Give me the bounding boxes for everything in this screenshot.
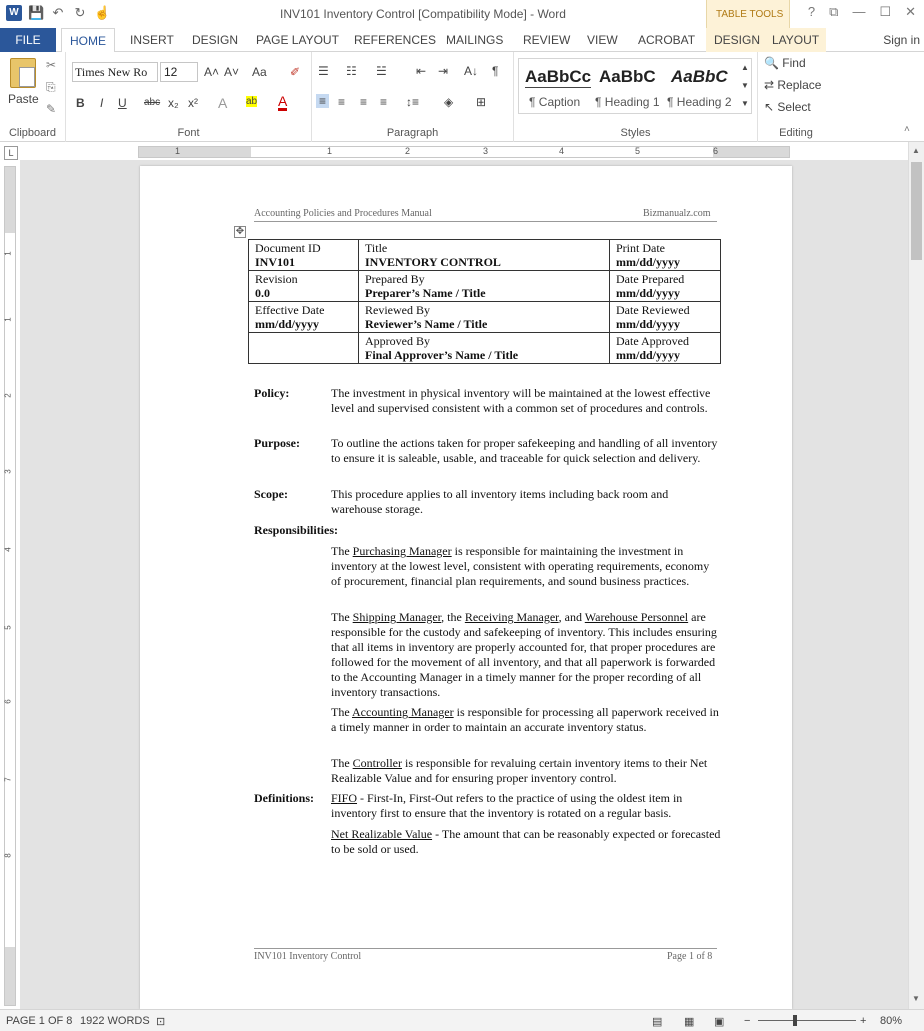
save-icon[interactable]: 💾: [28, 5, 45, 20]
tab-insert[interactable]: INSERT: [130, 33, 174, 47]
cell-label: Date Prepared: [616, 272, 685, 286]
cell-value: 0.0: [255, 286, 270, 300]
table-cell[interactable]: [359, 271, 610, 302]
find-button[interactable]: 🔍 Find: [764, 56, 806, 70]
align-center-button[interactable]: ≡: [338, 95, 346, 109]
redo-icon[interactable]: ↻: [74, 5, 86, 20]
table-cell[interactable]: [359, 302, 610, 333]
text-run: is responsible for revaluing certain inventory items to their Net Realizable Value and for ensuring proper inventory control.: [331, 756, 708, 785]
ruler-number: 7: [3, 777, 13, 782]
vertical-ruler[interactable]: [4, 166, 16, 1006]
ruler-number: 2: [3, 393, 13, 398]
decrease-indent-icon[interactable]: ⇤: [416, 64, 427, 78]
tab-table-design[interactable]: DESIGN: [706, 28, 766, 52]
policy-label: Policy:: [254, 386, 290, 400]
table-cell[interactable]: [249, 302, 359, 333]
replace-button[interactable]: ⇄ Replace: [764, 78, 822, 92]
scope-text[interactable]: This procedure applies to all inventory items including back room and warehouse storage.: [331, 487, 669, 516]
cell-label: Reviewed By: [365, 303, 430, 317]
numbering-icon[interactable]: ☷: [346, 64, 357, 78]
sort-icon[interactable]: A↓: [464, 64, 479, 78]
shrink-font-icon[interactable]: A˅: [224, 65, 240, 79]
header-divider: [254, 221, 717, 222]
undo-icon[interactable]: ↶: [52, 5, 64, 20]
definition-paragraph[interactable]: [331, 827, 721, 857]
italic-button[interactable]: I: [100, 96, 104, 110]
definitions-label: Definitions:: [254, 791, 314, 805]
sign-in-link[interactable]: Sign in: [883, 33, 920, 47]
ruler-number: 1: [175, 146, 181, 156]
paste-button[interactable]: Paste: [8, 92, 39, 106]
zoom-slider-thumb[interactable]: [793, 1015, 797, 1026]
document-info-table: [248, 239, 721, 364]
paragraph-group: [312, 52, 514, 142]
table-tools-header: [706, 0, 790, 28]
cell-value: INV101: [255, 255, 296, 269]
print-layout-icon[interactable]: ▦: [684, 1016, 695, 1028]
scrollbar-thumb[interactable]: [911, 162, 922, 260]
touch-mode-icon[interactable]: ☝: [94, 5, 111, 20]
responsibility-paragraph[interactable]: [331, 544, 721, 589]
table-cell[interactable]: [610, 333, 721, 364]
table-cell[interactable]: [359, 333, 610, 364]
table-cell[interactable]: [249, 271, 359, 302]
ruler-left-margin: [139, 147, 251, 157]
cell-label: Date Reviewed: [616, 303, 690, 317]
ruler-number: 8: [3, 853, 13, 858]
maximize-icon[interactable]: ☐: [879, 4, 892, 19]
cell-label: Effective Date: [255, 303, 325, 317]
zoom-level[interactable]: 80%: [880, 1015, 903, 1027]
table-row: [249, 271, 721, 302]
table-cell[interactable]: [610, 271, 721, 302]
cell-label: Document ID: [255, 241, 321, 255]
styles-scroll-down-icon[interactable]: ▼: [741, 81, 749, 90]
style-heading1-sample[interactable]: AaBbC: [599, 67, 656, 86]
cell-label: Prepared By: [365, 272, 425, 286]
styles-group: [514, 52, 758, 142]
text-run: are responsible for the custody and safekeeping of inventory. This includes ensuring that all items in inventory are properly accounted for, that proper procedures are followed for the movement of all inventory, and that all paperwork is forwarded to the Accounting Manager in a timely manner for the proper recording of all inventory transactions.: [331, 610, 717, 699]
ruler-number: 4: [3, 547, 13, 552]
definition-term: Net Realizable Value: [331, 827, 433, 841]
text-run: The: [331, 610, 353, 624]
role-link: Controller: [352, 756, 402, 770]
ruler-number: 1: [3, 317, 13, 322]
replace-label: Replace: [777, 78, 822, 92]
ruler-number: 1: [327, 146, 333, 156]
role-link: Purchasing Manager: [352, 544, 452, 558]
quick-access-toolbar: [6, 5, 110, 21]
tab-references[interactable]: REFERENCES: [354, 33, 437, 47]
text-run: The: [331, 544, 353, 558]
zoom-in-button[interactable]: +: [860, 1015, 867, 1027]
align-right-button[interactable]: ≡: [360, 95, 368, 109]
style-heading2-name[interactable]: ¶ Heading 2: [667, 95, 732, 109]
font-name-box[interactable]: Times New Ro: [72, 62, 158, 82]
page-footer-left: INV101 Inventory Control: [254, 951, 362, 962]
page-footer-right: Page 1 of 8: [667, 951, 713, 962]
tab-selector[interactable]: L: [4, 146, 18, 160]
bold-button[interactable]: B: [76, 96, 85, 110]
ruler-number: 4: [559, 146, 565, 156]
web-layout-icon[interactable]: ▣: [714, 1016, 725, 1028]
font-group-label: Font: [177, 127, 200, 139]
styles-gallery: [518, 58, 752, 114]
cell-label: Date Approved: [616, 334, 689, 348]
table-row: [249, 333, 721, 364]
ruler-number: 1: [3, 251, 13, 256]
line-spacing-icon[interactable]: ↕≡: [406, 95, 420, 109]
shading-icon[interactable]: ◈: [444, 95, 454, 109]
text-run: , and: [558, 610, 585, 624]
scope-label: Scope:: [254, 487, 288, 501]
page-header-right: Bizmanualz.com: [643, 208, 711, 219]
align-left-button[interactable]: ≡: [316, 94, 329, 108]
role-link: Accounting Manager: [352, 705, 454, 719]
style-caption-sample[interactable]: AaBbCc: [525, 67, 592, 86]
grow-font-icon[interactable]: A˄: [204, 65, 220, 79]
cell-value: mm/dd/yyyy: [616, 348, 681, 362]
tab-mailings[interactable]: MAILINGS: [446, 33, 504, 47]
page-header-left: Accounting Policies and Procedures Manual: [254, 208, 432, 219]
tab-design[interactable]: DESIGN: [192, 33, 239, 47]
font-size-box[interactable]: 12: [160, 62, 198, 82]
table-cell[interactable]: [249, 240, 359, 271]
paste-icon[interactable]: [10, 58, 36, 88]
role-link: Shipping Manager: [352, 610, 442, 624]
tab-home[interactable]: HOME: [61, 28, 115, 53]
definition-term: FIFO: [331, 791, 358, 805]
ruler-right-margin: [713, 147, 789, 157]
ruler-number: 2: [405, 146, 411, 156]
tab-review[interactable]: REVIEW: [523, 33, 571, 47]
status-bar: [0, 1009, 924, 1031]
scroll-up-icon[interactable]: ▲: [912, 146, 920, 155]
cell-value: mm/dd/yyyy: [616, 317, 681, 331]
zoom-slider[interactable]: [758, 1020, 856, 1021]
borders-icon[interactable]: ⊞: [476, 95, 487, 109]
zoom-out-button[interactable]: −: [744, 1015, 751, 1027]
justify-button[interactable]: ≡: [380, 95, 388, 109]
role-link: Receiving Manager: [464, 610, 559, 624]
ruler-number: 6: [3, 699, 13, 704]
table-cell[interactable]: [610, 302, 721, 333]
ruler-number: 3: [3, 469, 13, 474]
text-run: The: [331, 705, 352, 719]
collapse-ribbon-icon[interactable]: ˄: [904, 124, 910, 135]
select-button[interactable]: ↖ Select: [764, 100, 811, 114]
tab-view[interactable]: VIEW: [587, 33, 618, 47]
footer-divider: [254, 948, 717, 949]
copy-icon[interactable]: ⎘: [46, 80, 56, 94]
close-icon[interactable]: ✕: [905, 4, 916, 19]
styles-scroll-up-icon[interactable]: ▲: [741, 63, 749, 72]
font-group: [66, 52, 312, 142]
vertical-scrollbar[interactable]: [908, 142, 924, 1009]
table-row: [249, 240, 721, 271]
underline-button[interactable]: U: [118, 96, 127, 110]
text-run: - The amount that can be reasonably expected or forecasted to be sold or used.: [331, 827, 721, 856]
help-icon[interactable]: ?: [807, 4, 816, 19]
policy-text[interactable]: The investment in physical inventory will be maintained at the lowest effective level and supervised consistent with a common set of procedures and controls.: [331, 386, 711, 415]
show-formatting-icon[interactable]: ¶: [492, 64, 499, 78]
styles-group-label: Styles: [620, 127, 651, 139]
strikethrough-button[interactable]: abc: [144, 97, 161, 108]
scroll-down-icon[interactable]: ▼: [912, 994, 920, 1003]
proofing-icon[interactable]: ⊡: [156, 1016, 166, 1028]
cell-value: Reviewer’s Name / Title: [365, 317, 488, 331]
responsibility-paragraph[interactable]: [331, 610, 721, 700]
table-cell[interactable]: [610, 240, 721, 271]
text-run: , the: [441, 610, 465, 624]
title-bar: [0, 0, 924, 28]
cell-value: mm/dd/yyyy: [616, 286, 681, 300]
table-cell[interactable]: [249, 333, 359, 364]
read-mode-icon[interactable]: ▤: [652, 1016, 663, 1028]
tab-acrobat[interactable]: ACROBAT: [638, 33, 696, 47]
clipboard-label: Clipboard: [8, 127, 57, 139]
paragraph-group-label: Paragraph: [386, 127, 439, 139]
cell-value: mm/dd/yyyy: [255, 317, 320, 331]
ruler-number: 6: [713, 146, 719, 156]
responsibilities-label: Responsibilities:: [254, 523, 339, 537]
cell-value: Preparer’s Name / Title: [365, 286, 486, 300]
styles-more-icon[interactable]: ▼: [741, 99, 749, 108]
increase-indent-icon[interactable]: ⇥: [438, 64, 449, 78]
text-run: is responsible for maintaining the investment in inventory at the lowest level, consistent with operating requirements, economy of procurement, financial plan requirements, and sound business practices.: [331, 544, 710, 588]
cut-icon[interactable]: ✂: [46, 58, 57, 72]
clipboard-group: [0, 52, 66, 142]
text-run: - First-In, First-Out refers to the practice of using the oldest item in inventory first to ensure that the inventory is rotated on a regular basis.: [331, 791, 683, 820]
role-link: Warehouse Personnel: [584, 610, 689, 624]
clear-formatting-icon[interactable]: ✐: [290, 65, 301, 79]
cell-label: Title: [365, 241, 388, 255]
cell-label: Approved By: [365, 334, 430, 348]
multilevel-list-icon[interactable]: ☱: [376, 64, 387, 78]
style-heading2-sample[interactable]: AaBbC: [671, 67, 728, 86]
purpose-text[interactable]: To outline the actions taken for proper safekeeping and handling of all inventory to ensure it is saleable, usable, and traceable for quick selection and delivery.: [331, 436, 718, 465]
editing-group-label: Editing: [779, 127, 813, 139]
responsibility-paragraph[interactable]: [331, 756, 721, 786]
editing-group: [758, 52, 834, 142]
text-run: The: [331, 756, 353, 770]
style-caption-name[interactable]: ¶ Caption: [529, 95, 581, 109]
ruler-top-margin: [5, 167, 15, 233]
purpose-label: Purpose:: [254, 436, 300, 450]
find-label: Find: [782, 56, 806, 70]
ruler-number: 5: [635, 146, 641, 156]
tab-table-layout[interactable]: LAYOUT: [766, 28, 826, 52]
subscript-button[interactable]: x₂: [168, 96, 179, 110]
tab-file[interactable]: FILE: [0, 28, 56, 52]
superscript-button[interactable]: x²: [188, 96, 198, 110]
style-heading1-name[interactable]: ¶ Heading 1: [595, 95, 660, 109]
ribbon: [0, 52, 924, 142]
cell-label: Revision: [255, 272, 298, 286]
highlight-icon[interactable]: ab: [246, 96, 258, 107]
table-row: [249, 302, 721, 333]
word-logo-icon[interactable]: W: [6, 5, 22, 21]
ruler-number: 5: [3, 625, 13, 630]
tab-page-layout[interactable]: PAGE LAYOUT: [256, 33, 339, 47]
font-color-icon[interactable]: A: [278, 93, 288, 109]
horizontal-ruler[interactable]: [138, 146, 790, 158]
minimize-icon[interactable]: —: [852, 4, 866, 19]
definition-paragraph[interactable]: [331, 791, 721, 821]
cell-value: INVENTORY CONTROL: [365, 255, 501, 269]
bullets-icon[interactable]: ☰: [318, 64, 329, 78]
text-effects-icon[interactable]: A: [218, 95, 228, 111]
text-run: is responsible for processing all paperwork received in a timely manner in order to maintain an accurate inventory status.: [331, 705, 719, 734]
cell-value: mm/dd/yyyy: [616, 255, 681, 269]
table-move-handle-icon[interactable]: ✥: [235, 226, 245, 237]
change-case-icon[interactable]: Aa: [252, 65, 267, 79]
ribbon-display-icon[interactable]: ⧉: [829, 4, 839, 19]
window-controls: [808, 4, 916, 20]
page-count[interactable]: PAGE 1 OF 8: [6, 1015, 73, 1027]
select-label: Select: [777, 100, 811, 114]
table-tools-label: TABLE TOOLS: [716, 9, 784, 20]
word-count[interactable]: 1922 WORDS: [80, 1015, 150, 1027]
cell-value: Final Approver’s Name / Title: [365, 348, 519, 362]
ruler-number: 3: [483, 146, 489, 156]
window-title: INV101 Inventory Control [Compatibility Mode] - Word: [280, 7, 566, 21]
table-cell[interactable]: [359, 240, 610, 271]
ribbon-tabs: [0, 28, 924, 52]
responsibility-paragraph[interactable]: [331, 705, 721, 735]
cell-label: Print Date: [616, 241, 665, 255]
ruler-bottom-margin: [5, 947, 15, 1005]
format-painter-icon[interactable]: ✎: [46, 102, 57, 116]
